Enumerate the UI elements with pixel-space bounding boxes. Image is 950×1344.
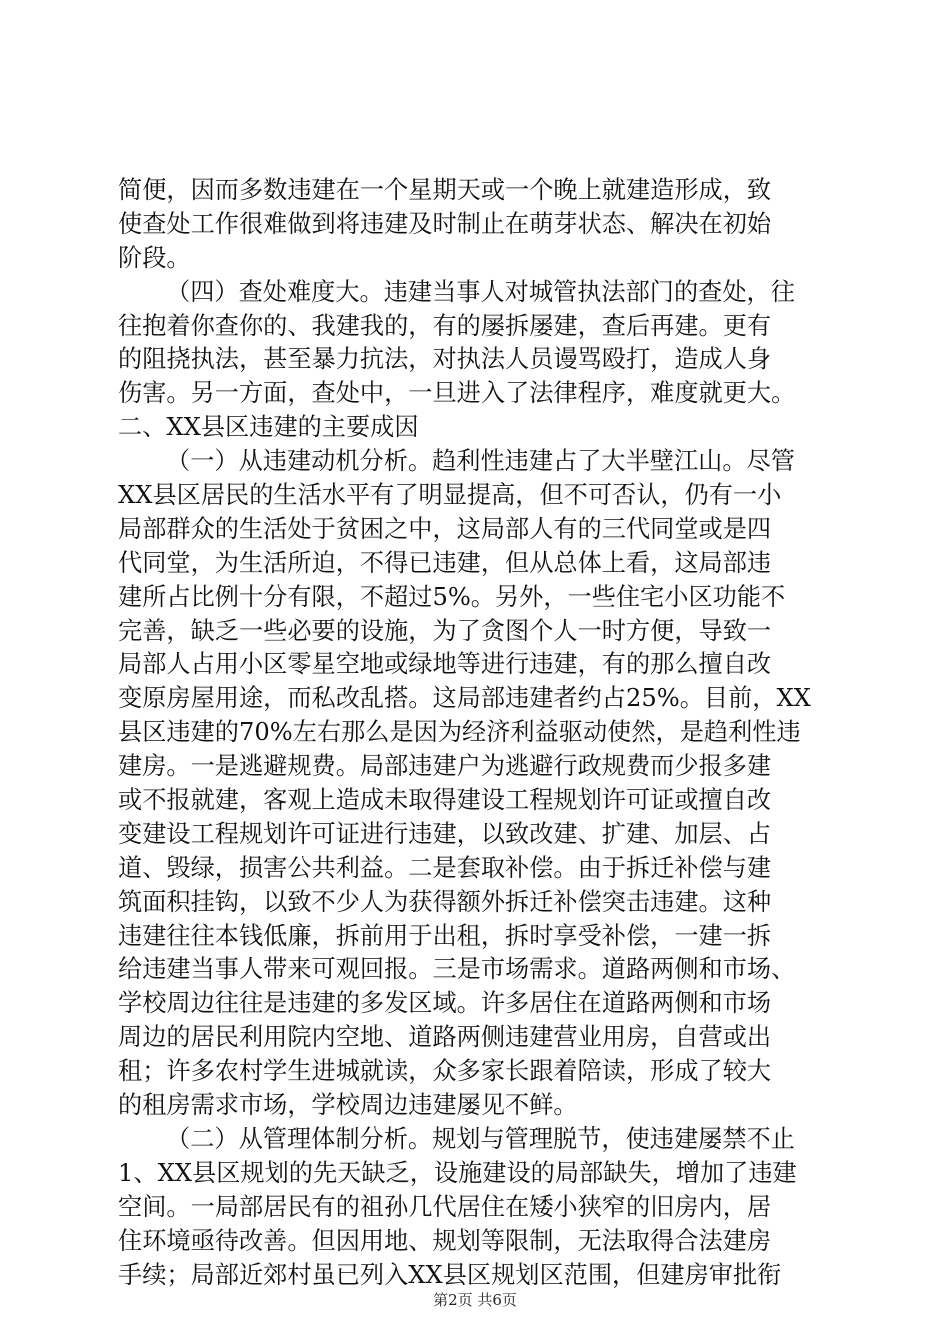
text-line: 建房。一是逃避规费。局部违建户为逃避行政规费而少报多建 — [118, 752, 772, 781]
text-line: 违建往往本钱低廉，拆前用于出租，拆时享受补偿，一建一拆 — [118, 921, 772, 950]
text-line: 变建设工程规划许可证进行违建，以致改建、扩建、加层、占 — [118, 819, 772, 848]
text-line: 筑面积挂钩，以致不少人为获得额外拆迁补偿突击违建。这种 — [118, 887, 772, 916]
text-line: 的租房需求市场，学校周边违建屡见不鲜。 — [118, 1091, 578, 1120]
text-line: 往抱着你查你的、我建我的，有的屡拆屡建，查后再建。更有 — [118, 311, 772, 340]
section-heading: 二、XX县区违建的主要成因 — [118, 413, 419, 442]
text-line: 变原房屋用途，而私改乱搭。这局部违建者约占25%。目前，XX — [118, 684, 811, 713]
paragraph-start-line: （一）从违建动机分析。趋利性违建占了大半壁江山。尽管 — [166, 447, 795, 476]
text-line: 手续；局部近郊村虽已列入XX县区规划区范围，但建房审批衔 — [118, 1260, 782, 1289]
body-text — [118, 174, 844, 1292]
text-line: 简便，因而多数违建在一个星期天或一个晚上就建造形成，致 — [118, 176, 772, 204]
text-line: 建所占比例十分有限，不超过5%。另外，一些住宅小区功能不 — [118, 582, 786, 611]
text-line: 县区违建的70%左右那么是因为经济利益驱动使然，是趋利性违 — [118, 718, 801, 747]
text-line: 使查处工作很难做到将违建及时制止在萌芽状态、解决在初始 — [118, 209, 772, 238]
text-line: 空间。一局部居民有的祖孙几代居住在矮小狭窄的旧房内，居 — [118, 1192, 772, 1221]
text-line: 的阻挠执法，甚至暴力抗法，对执法人员谩骂殴打，造成人身 — [118, 345, 772, 374]
text-line: 代同堂，为生活所迫，不得已违建，但从总体上看，这局部违 — [118, 548, 772, 577]
text-line: 阶段。 — [118, 243, 191, 272]
paragraph-start-line: （四）查处难度大。违建当事人对城管执法部门的查处，往 — [166, 277, 795, 306]
text-line: 给违建当事人带来可观回报。三是市场需求。道路两侧和市场、 — [118, 955, 796, 984]
text-line: XX县区居民的生活水平有了明显提高，但不可否认，仍有一小 — [118, 481, 782, 510]
text-line: 伤害。另一方面，查处中，一旦进入了法律程序，难度就更大。 — [118, 379, 796, 408]
text-line: 完善，缺乏一些必要的设施，为了贪图个人一时方便，导致一 — [118, 616, 772, 645]
text-line: 周边的居民利用院内空地、道路两侧违建营业用房，自营或出 — [118, 1023, 772, 1052]
text-line: 局部人占用小区零星空地或绿地等进行违建，有的那么擅自改 — [118, 650, 772, 679]
text-line: 1、XX县区规划的先天缺乏，设施建设的局部缺失，增加了违建 — [118, 1158, 797, 1187]
paragraph-start-line: （二）从管理体制分析。规划与管理脱节，使违建屡禁不止 — [166, 1124, 795, 1153]
text-line: 租；许多农村学生进城就读，众多家长跟着陪读，形成了较大 — [118, 1057, 772, 1086]
page-number-footer: 第2页 共6页 — [433, 1291, 517, 1309]
text-line: 道、毁绿，损害公共利益。二是套取补偿。由于拆迁补偿与建 — [118, 853, 772, 882]
text-line: 学校周边往往是违建的多发区域。许多居住在道路两侧和市场 — [118, 989, 772, 1018]
text-line: 住环境亟待改善。但因用地、规划等限制，无法取得合法建房 — [118, 1226, 772, 1255]
text-line: 或不报就建，客观上造成未取得建设工程规划许可证或擅自改 — [118, 786, 772, 815]
text-line: 局部群众的生活处于贫困之中，这局部人有的三代同堂或是四 — [118, 514, 772, 543]
